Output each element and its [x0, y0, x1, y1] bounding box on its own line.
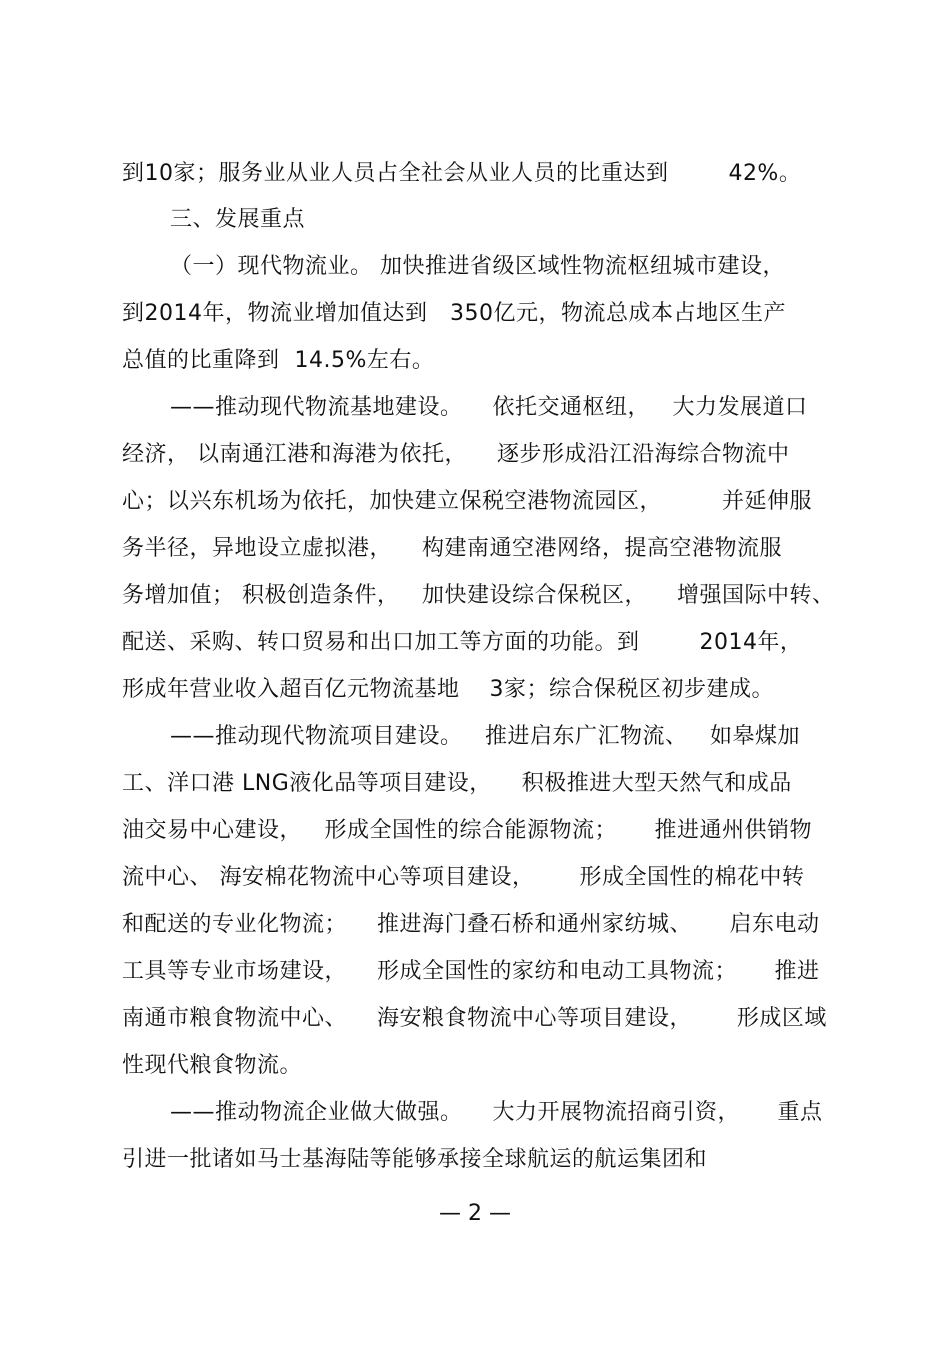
section-heading: 三、发展重点 — [170, 207, 306, 232]
subsection-heading: （一）现代物流业。 加快推进省级区域性物流枢纽城市建设， — [170, 254, 785, 279]
text-line: ——推动物流企业做大做强。 大力开展物流招商引资， 重点 — [170, 1100, 823, 1125]
text-line: 经济， 以南通江港和海港为依托， 逐步形成沿江沿海综合物流中 — [122, 442, 790, 467]
text-line: 总值的比重降到 14.5%左右。 — [122, 348, 435, 373]
text-line: 引进一批诸如马士基海陆等能够承接全球航运的航运集团和 — [122, 1147, 708, 1172]
text-line: 配送、采购、转口贸易和出口加工等方面的功能。到 2014年， — [122, 630, 803, 655]
text-line: 油交易中心建设， 形成全国性的综合能源物流； 推进通州供销物 — [122, 818, 812, 843]
text-line: 工具等专业市场建设， 形成全国性的家纺和电动工具物流； 推进 — [122, 959, 820, 984]
text-line: ——推动现代物流基地建设。 依托交通枢纽， 大力发展道口 — [170, 395, 808, 420]
page-number: — 2 — — [439, 1201, 511, 1226]
text-line: 到10家；服务业从业人员占全社会从业人员的比重达到 42%。 — [122, 161, 802, 186]
text-line: 工、洋口港 LNG液化品等项目建设， 积极推进大型天然气和成品 — [122, 771, 792, 796]
text-line: 性现代粮食物流。 — [122, 1053, 303, 1078]
text-line: 形成年营业收入超百亿元物流基地 3家；综合保税区初步建成。 — [122, 677, 774, 702]
text-line: 务增加值； 积极创造条件， 加快建设综合保税区， 增强国际中转、 — [122, 583, 835, 608]
text-line: 心；以兴东机场为依托，加快建立保税空港物流园区， 并延伸服 — [122, 489, 812, 514]
text-line: 和配送的专业化物流； 推进海门叠石桥和通州家纺城、 启东电动 — [122, 912, 820, 937]
text-line: 流中心、 海安棉花物流中心等项目建设， 形成全国性的棉花中转 — [122, 865, 805, 890]
text-line: 务半径，异地设立虚拟港， 构建南通空港网络，提高空港物流服 — [122, 536, 782, 561]
text-line: 到2014年，物流业增加值达到 350亿元，物流总成本占地区生产 — [122, 301, 786, 326]
text-line: ——推动现代物流项目建设。 推进启东广汇物流、 如皋煤加 — [170, 724, 800, 749]
text-line: 南通市粮食物流中心、 海安粮食物流中心等项目建设， 形成区域 — [122, 1006, 827, 1031]
